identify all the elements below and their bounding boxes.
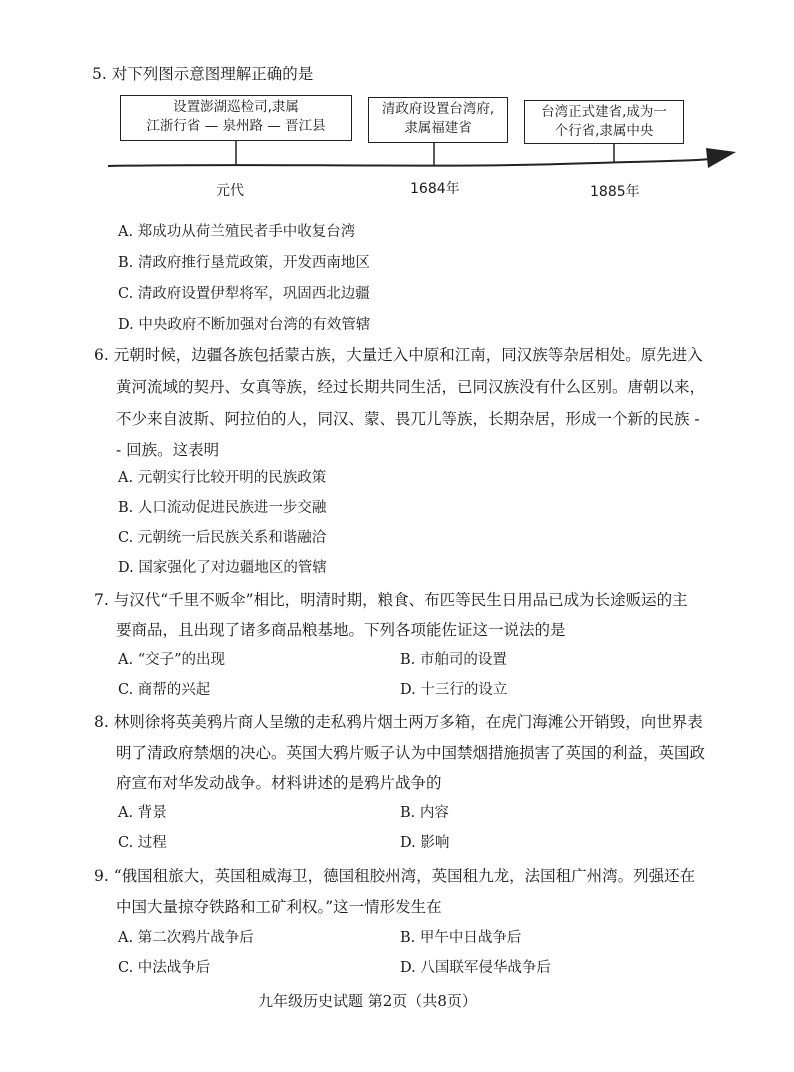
option-item: D. 中央政府不断加强对台湾的有效管辖 — [118, 317, 371, 333]
option-item: A. 元朝实行比较开明的民族政策 — [118, 470, 327, 486]
option-item: C. 过程 — [118, 835, 167, 851]
option-item: A. 第二次鸦片战争后 — [118, 930, 254, 946]
option-item: D. 国家强化了对边疆地区的管辖 — [118, 560, 327, 576]
timeline-date-label: 1684年 — [410, 181, 460, 197]
option-item: A. 背景 — [118, 805, 167, 821]
q8-stem-line: 明了清政府禁烟的决心。英国大鸦片贩子认为中国禁烟措施损害了英国的利益，英国政 — [116, 744, 706, 762]
timeline-event-text: 隶属福建省 — [404, 120, 472, 136]
option-item: B. 清政府推行垦荒政策，开发西南地区 — [118, 255, 370, 271]
option-item: B. 内容 — [400, 805, 449, 821]
q6-stem-line: - 回族。这表明 — [116, 441, 220, 459]
q9-stem-line: 9. “俄国租旅大，英国租威海卫，德国租胶州湾，英国租九龙，法国租广州湾。列强还在 — [94, 867, 696, 885]
q6-stem-line: 6. 元朝时候，边疆各族包括蒙古族，大量迁入中原和江南，同汉族等杂居相处。原先进入 — [94, 346, 703, 364]
timeline-event-box — [120, 95, 352, 141]
q5-stem: 5. 对下列图示意图理解正确的是 — [92, 65, 314, 83]
page-footer: 九年级历史试题 第2页（共8页） — [258, 992, 477, 1010]
timeline-event-text: 设置澎湖巡检司,隶属 — [173, 99, 299, 115]
option-item: B. 甲午中日战争后 — [400, 930, 522, 946]
timeline-event-text: 个行省,隶属中央 — [554, 123, 654, 139]
timeline-event-box — [524, 100, 684, 144]
q6-stem-line: 不少来自波斯、阿拉伯的人，同汉、蒙、畏兀儿等族，长期杂居，形成一个新的民族 - — [116, 410, 700, 428]
option-item: D. 影响 — [400, 835, 450, 851]
option-item: D. 十三行的设立 — [400, 682, 508, 698]
q7-stem-line: 要商品，且出现了诸多商品粮基地。下列各项能佐证这一说法的是 — [116, 621, 566, 639]
timeline-event-box — [368, 97, 508, 143]
option-item: B. 市舶司的设置 — [400, 652, 507, 668]
option-item: C. 元朝统一后民族关系和谐融洽 — [118, 530, 327, 546]
option-item: B. 人口流动促进民族进一步交融 — [118, 500, 327, 516]
q7-stem-line: 7. 与汉代“千里不贩伞”相比，明清时期，粮食、布匹等民生日用品已成为长途贩运的主 — [94, 591, 688, 609]
q8-stem-line: 府宣布对华发动战争。材料讲述的是鸦片战争的 — [116, 774, 442, 792]
timeline-event-text: 江浙行省 — 泉州路 — 晋江县 — [146, 118, 326, 134]
timeline-date-label: 1885年 — [590, 184, 640, 200]
q9-stem-line: 中国大量掠夺铁路和工矿利权。”这一情形发生在 — [116, 898, 442, 916]
q8-stem-line: 8. 林则徐将英美鸦片商人呈缴的走私鸦片烟土两万多箱，在虎门海滩公开销毁，向世界表 — [94, 713, 703, 731]
timeline-event-text: 台湾正式建省,成为一 — [541, 104, 667, 120]
option-item: C. 商帮的兴起 — [118, 682, 211, 698]
timeline-event-text: 清政府设置台湾府, — [381, 101, 495, 117]
option-item: C. 中法战争后 — [118, 960, 211, 976]
option-item: C. 清政府设置伊犁将军，巩固西北边疆 — [118, 286, 370, 302]
option-item: A. “交子”的出现 — [118, 652, 226, 668]
q6-stem-line: 黄河流域的契丹、女真等族，经过长期共同生活，已同汉族没有什么区别。唐朝以来， — [116, 378, 706, 396]
option-item: D. 八国联军侵华战争后 — [400, 960, 551, 976]
timeline-date-label: 元代 — [216, 183, 244, 199]
option-item: A. 郑成功从荷兰殖民者手中收复台湾 — [118, 224, 356, 240]
